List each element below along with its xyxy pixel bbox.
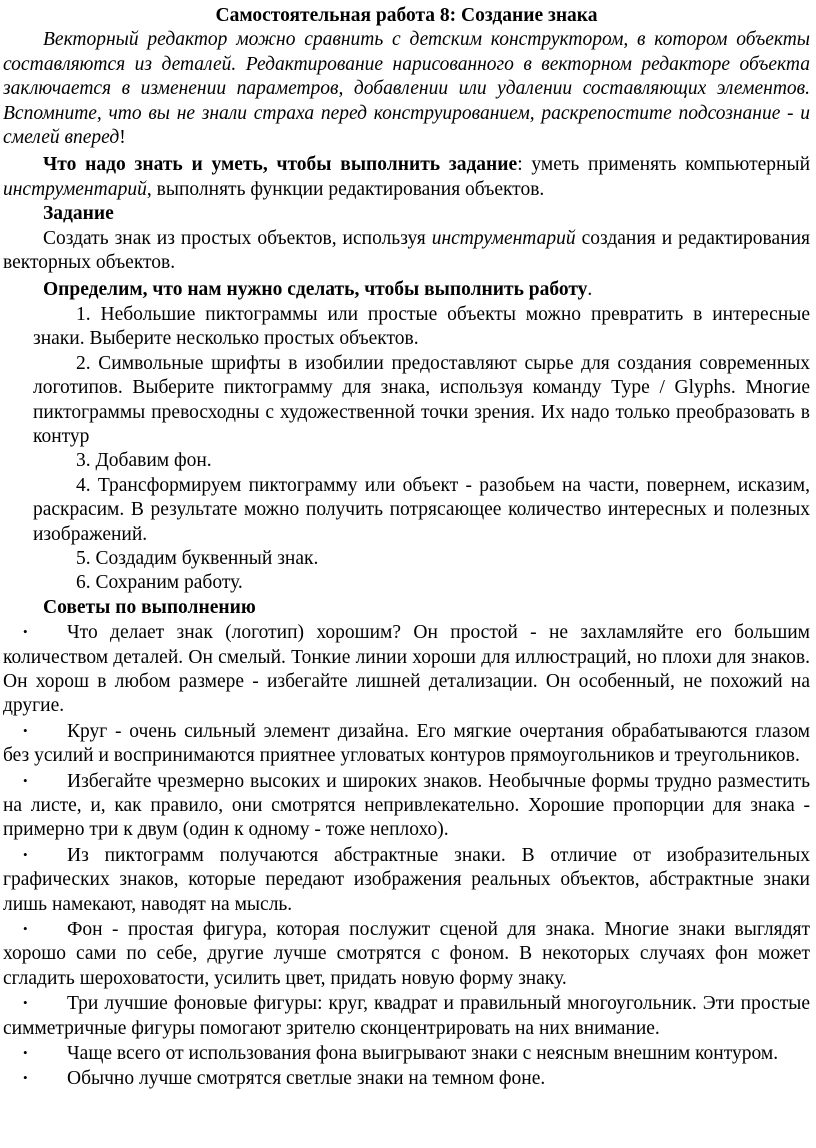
plan-heading: Определим, что нам нужно сделать, чтобы выполнить работу [43, 279, 588, 301]
item-text: Добавим фон. [95, 450, 212, 472]
list-item [3, 303, 810, 352]
list-item [3, 620, 810, 719]
task-heading: Задание [43, 203, 114, 225]
item-number: 6. [76, 572, 91, 594]
bullet-icon: • [23, 722, 28, 738]
tip-text: Круг - очень сильный элемент дизайна. Его мягкие очертания обрабатываются глазом без усилий и воспринимаются приятнее угловатых контуров прямоугольников и треугольников. [3, 720, 810, 767]
intro-end: ! [119, 127, 126, 149]
plan-list [3, 303, 810, 596]
task-text-b: создания и редактирования векторных объектов. [3, 227, 810, 274]
skills-paragraph [3, 153, 810, 202]
list-item [3, 769, 810, 843]
tips-list [3, 620, 810, 1092]
item-text: Символьные шрифты в изобилии предоставляют сырье для создания современных логотипов. Выберите пиктограмму для знака, используя команду Type / Glyphs. Многие пиктограммы превосходны с художественной точки зрения. Их надо только преобразовать в контур [33, 352, 811, 447]
bullet-icon: • [23, 921, 28, 937]
list-item [3, 719, 810, 769]
item-text: Сохраним работу. [95, 572, 243, 594]
list-item [3, 547, 810, 571]
item-text: Создадим буквенный знак. [95, 547, 319, 569]
item-text: Небольшие пиктограммы или простые объекты можно превратить в интересные знаки. Выберите несколько простых объектов. [33, 303, 811, 350]
bullet-icon: • [23, 1070, 28, 1086]
item-number: 4. [76, 474, 91, 496]
task-text-italic: инструментарий [431, 227, 576, 249]
tip-text: Чаще всего от использования фона выигрывают знаки с неясным внешним контуром. [67, 1043, 779, 1065]
item-number: 1. [76, 303, 91, 325]
skills-text-a: : уметь применять компьютерный [517, 154, 810, 176]
item-text: Трансформируем пиктограмму или объект - разобьем на части, повернем, исказим, раскрасим. В результате можно получить потрясающее количество интересных и полезных изображений. [33, 474, 810, 545]
plan-heading-end: . [587, 279, 593, 301]
tip-text: Фон - простая фигура, которая послужит сценой для знака. Многие знаки выглядят хорошо сами по себе, другие лучше смотрятся с фоном. В некоторых случаях фон может сгладить шероховатости, усилить цвет, придать новую форму знаку. [3, 919, 810, 989]
item-number: 3. [76, 450, 91, 472]
tips-heading: Советы по выполнению [43, 596, 256, 618]
page-title: Самостоятельная работа 8: Создание знака [215, 5, 598, 26]
skills-label: Что надо знать и уметь, чтобы выполнить задание [43, 154, 518, 176]
bullet-icon: • [23, 995, 28, 1011]
tip-text: Что делает знак (логотип) хорошим? Он простой - не захламляйте его большим количеством деталей. Он смелый. Тонкие линии хороши для иллюстраций, но плохи для знаков. Он хорош в любом размере - избегайте лишней детализации. Он особенный, не похожий на другие. [3, 622, 810, 717]
task-text-a: Создать знак из простых объектов, используя [43, 227, 432, 249]
list-item [3, 917, 810, 991]
plan-heading-paragraph [3, 278, 810, 302]
skills-text-b: , выполнять функции редактирования объектов. [146, 178, 545, 200]
intro-paragraph [3, 28, 810, 150]
tip-text: Избегайте чрезмерно высоких и широких знаков. Необычные формы трудно разместить на листе, и, как правило, они смотрятся непривлекательно. Хорошие пропорции для знака - примерно три к двум (один к одному - тоже неплохо). [3, 770, 810, 841]
tip-text: Из пиктограмм получаются абстрактные знаки. В отличие от изобразительных графических знаков, которые передают изображения реальных объектов, абстрактные знаки лишь намекают, наводят на мысль. [3, 844, 810, 915]
bullet-icon: • [23, 772, 28, 788]
tip-text: Обычно лучше смотрятся светлые знаки на темном фоне. [67, 1068, 546, 1090]
item-number: 2. [76, 352, 91, 374]
list-item [3, 352, 810, 450]
list-item [3, 1041, 810, 1066]
list-item [3, 1066, 810, 1091]
bullet-icon: • [23, 1045, 28, 1061]
item-number: 5. [76, 547, 91, 569]
bullet-icon: • [23, 624, 28, 640]
list-item [3, 449, 810, 473]
tip-text: Три лучшие фоновые фигуры: круг, квадрат и правильный многоугольник. Эти простые симметричные фигуры помогают зрителю сконцентрировать на них внимание. [3, 993, 810, 1039]
list-item [3, 843, 810, 917]
skills-text-italic: инструментарий [3, 178, 147, 200]
list-item [3, 571, 810, 595]
list-item [3, 991, 810, 1041]
intro-text: Векторный редактор можно сравнить с детским конструктором, в котором объекты составляются из деталей. Редактирование нарисованного в векторном редакторе объекта заключается в изменении параметров, добавлении или удалении составляющих элементов. Вспомните, что вы не знали страха перед конструированием, раскрепостите подсознание - и смелей вперед [3, 29, 810, 149]
bullet-icon: • [23, 846, 28, 862]
task-paragraph [3, 227, 810, 276]
list-item [3, 474, 810, 547]
